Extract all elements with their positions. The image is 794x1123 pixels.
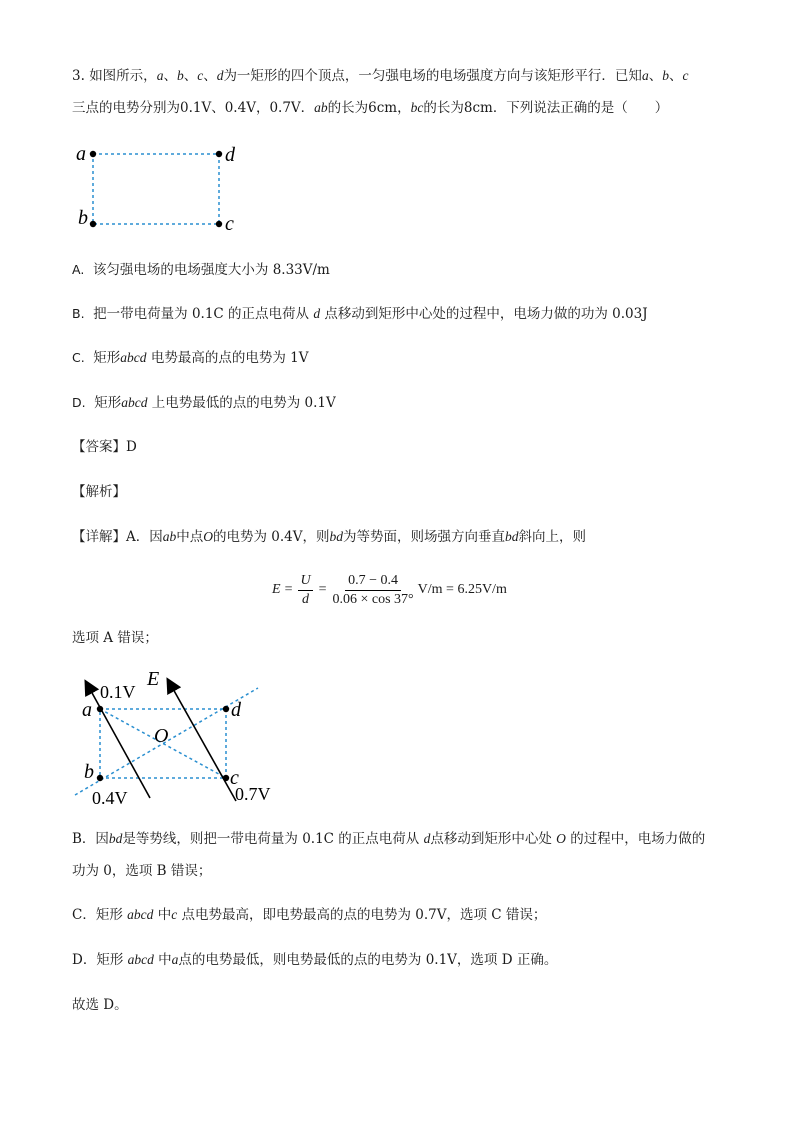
label-O: O xyxy=(154,725,169,747)
point-b xyxy=(90,221,96,227)
field-strength-formula: E = $\frac{U}{d}$ = $\frac{0.7 - 0.4}{0.06 \times \cos 37^\circ}$ V/m = 6.25V/m xyxy=(272,572,507,607)
option-c: C. 矩形abcd 电势最高的点的电势为 1V xyxy=(72,350,309,366)
label-a-2: a xyxy=(82,699,92,721)
question-line-2: 三点的电势分别为0.1V、0.4V，0.7V．ab的长为6cm，bc的长为8cm．下列说法正确的是（ ） xyxy=(72,100,669,116)
point-c xyxy=(216,221,222,227)
option-d: D. 矩形abcd 上电势最低的点的电势为 0.1V xyxy=(72,395,336,411)
label-vc: 0.7V xyxy=(235,784,271,804)
answer-tag: 【答案】 xyxy=(72,439,126,455)
point-a-2 xyxy=(97,706,103,712)
fraction-u-over-d: $\frac{U}{d}$ xyxy=(300,572,311,607)
fraction-numeric: $\frac{0.7 - 0.4}{0.06 \times \cos 37^\circ}$ xyxy=(332,572,414,607)
detail-b-line-2: 功为 0，选项 B 错误； xyxy=(72,863,212,879)
label-c: c xyxy=(225,213,234,235)
label-d: d xyxy=(225,144,235,166)
label-c-2: c xyxy=(230,767,239,789)
label-va: 0.1V xyxy=(100,682,136,702)
point-d xyxy=(216,151,222,157)
question-number: 3. xyxy=(72,68,85,84)
label-a: a xyxy=(76,143,86,165)
detail-tag: 【详解】 xyxy=(72,529,126,545)
dashed-rectangle xyxy=(93,154,219,224)
detail-b-line-1: B．因bd是等势线，则把一带电荷量为 0.1C 的正点电荷从 d点移动到矩形中心处 O 的过程中，电场力做的 xyxy=(72,831,706,847)
option-a: A. 该匀强电场的电场强度大小为 8.33V/m xyxy=(72,262,330,278)
field-diagram xyxy=(70,665,285,810)
detail-d-line: D．矩形 abcd 中a点的电势最低，则电势最低的点的电势为 0.1V，选项 D 正确。 xyxy=(72,952,558,968)
conclusion: 故选 D。 xyxy=(72,997,128,1013)
point-c-2 xyxy=(223,775,229,781)
point-a xyxy=(90,151,96,157)
point-d-2 xyxy=(223,706,229,712)
point-b-2 xyxy=(97,775,103,781)
answer-line xyxy=(72,437,137,457)
option-a-conclusion: 选项 A 错误； xyxy=(72,630,158,646)
label-vb: 0.4V xyxy=(92,788,128,808)
analysis-heading: 【解析】 xyxy=(72,484,126,500)
rectangle-figure xyxy=(70,140,250,240)
question-line-1: 3. 如图所示，a、b、c、d为一矩形的四个顶点，一匀强电场的电场强度方向与该矩形平行．已知a、b、c xyxy=(72,68,689,84)
label-d-2: d xyxy=(231,699,241,721)
detail-a-line: 【详解】A．因ab中点O的电势为 0.4V，则bd为等势面，则场强方向垂直bd斜向上，则 xyxy=(72,529,587,545)
label-b-2: b xyxy=(84,761,94,783)
option-b: B. 把一带电荷量为 0.1C 的正点电荷从 d 点移动到矩形中心处的过程中，电场力做的功为 0.03J xyxy=(72,306,648,322)
label-b: b xyxy=(78,207,88,229)
answer-value: D xyxy=(126,439,137,455)
label-E: E xyxy=(147,668,160,690)
detail-c-line: C．矩形 abcd 中c 点电势最高，即电势最高的点的电势为 0.7V，选项 C 错误； xyxy=(72,907,547,923)
